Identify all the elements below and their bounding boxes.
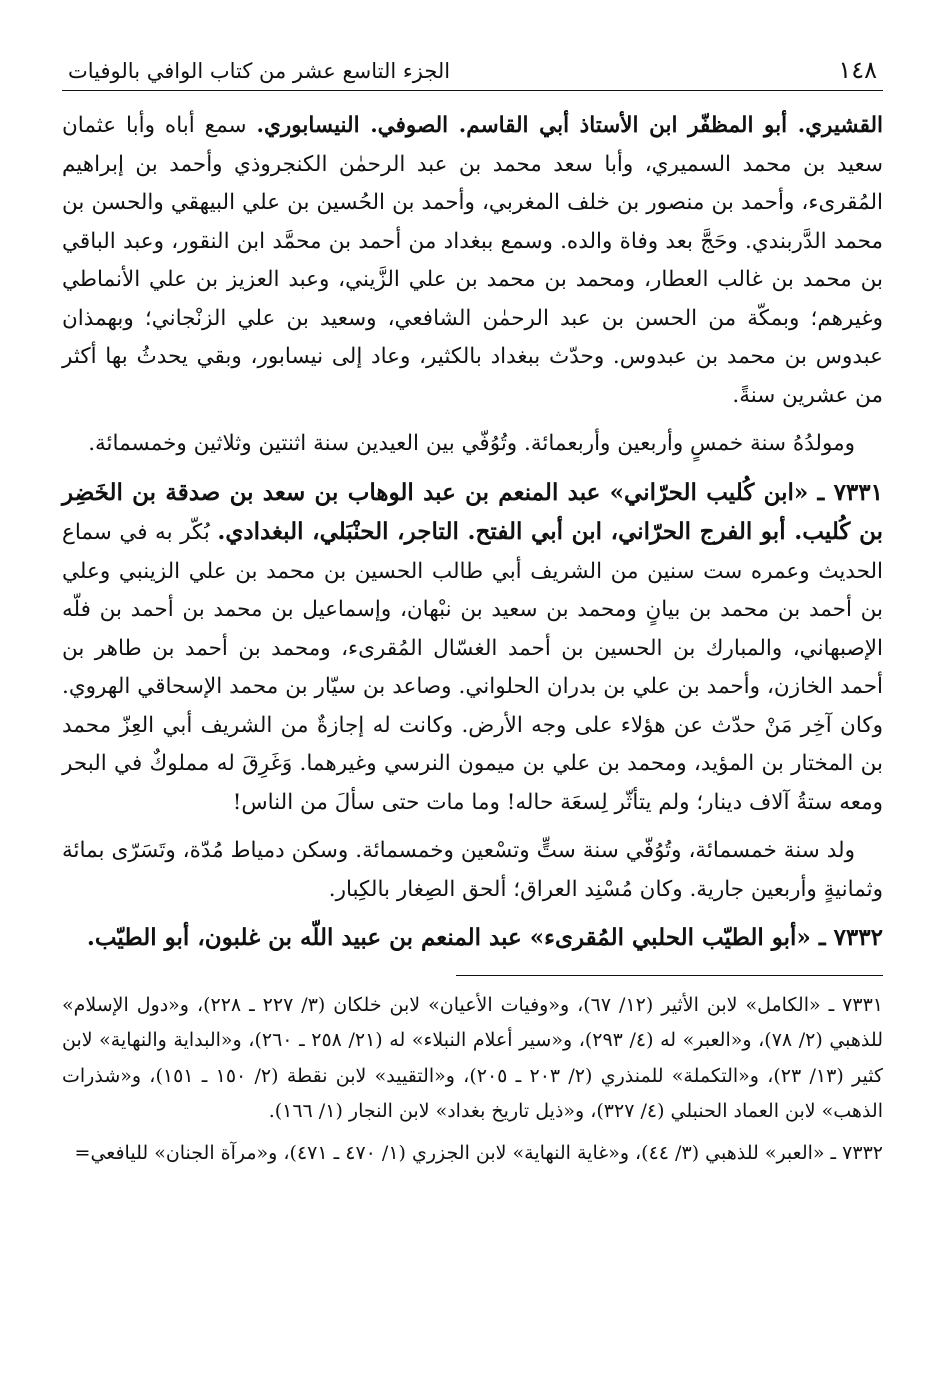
- running-title: الجزء التاسع عشر من كتاب الوافي بالوفيات: [68, 59, 451, 83]
- entry-heading-7331: ٧٣٣١ ـ «ابن كُليب الحرّاني» عبد المنعم بن عبد الوهاب بن سعد بن صدقة بن الخَضِر بن كُليب. أبو الفرج الحرّاني، ابن أبي الفتح. التاجر، الحنْبَلي، البغدادي.: [62, 478, 883, 545]
- footnote-7331: ٧٣٣١ ـ «الكامل» لابن الأثير (١٢/ ٦٧)، و«وفيات الأعيان» لابن خلكان (٣/ ٢٢٧ ـ ٢٢٨)، و«دول الإسلام» للذهبي (٢/ ٧٨)، و«العبر» له (٤/ ٢٩٣)، و«سير أعلام النبلاء» له (٢١/ ٢٥٨ ـ ٢٦٠)، و«البداية والنهاية» لابن كثير (١٣/ ٢٣)، و«التكملة» للمنذري (٢/ ٢٠٣ ـ ٢٠٥)، و«التقييد» لابن نقطة (٢/ ١٥٠ ـ ١٥١)، و«شذرات الذهب» لابن العماد الحنبلي (٤/ ٣٢٧)، و«ذيل تاريخ بغداد» لابن النجار (١/ ١٦٦).: [62, 993, 884, 1122]
- paragraph-birth-death: ومولدُهُ سنة خمسٍ وأربعين وأربعمائة. وتُوُفّي بين العيدين سنة اثنتين وثلاثين وخمسمائة.: [88, 431, 855, 456]
- main-text: [62, 107, 883, 959]
- name-lead: القشيري. أبو المظفّر ابن الأستاذ أبي القاسم. الصوفي. النيسابوري.: [256, 113, 883, 138]
- footnote-7332: ٧٣٣٢ ـ «العبر» للذهبي (٣/ ٤٤)، و«غاية النهاية» لابن الجزري (١/ ٤٧٠ ـ ٤٧١)، و«مرآة الجنان» لليافعي=: [74, 1141, 883, 1164]
- paragraph-biography-continued: [62, 107, 883, 415]
- footnotes: [62, 988, 883, 1172]
- footnote-divider: [456, 975, 883, 976]
- paragraph-birth-death-7331: ولد سنة خمسمائة، وتُوُفّي سنة ستٍّ وتسْعين وخمسمائة. وسكن دمياط مُدّة، وتَسَرّى بمائة وثمانيةٍ وأربعين جارية. وكان مُسْنِد العراق؛ ألحق الصِغار بالكِبار.: [62, 838, 883, 902]
- entry-7331: [62, 474, 883, 823]
- entry-heading-7332: ٧٣٣٢ ـ «أبو الطيّب الحلبي المُقرىء» عبد المنعم بن عبيد اللّه بن غلبون، أبو الطيّب.: [86, 924, 883, 951]
- page-number: ١٤٨: [838, 56, 877, 84]
- paragraph-text: سمع أباه وأبا عثمان سعيد بن محمد السميري، وأبا سعد محمد بن عبد الرحمٰن الكنجروذي وأحمد بن إبراهيم المُقرىء، وأحمد بن منصور بن خلف المغربي، وأحمد بن الحُسين بن علي البيهقي والحسن بن محمد الدَّربندي. وحَجَّ بعد وفاة والده. وسمع ببغداد من أحمد بن محمَّد ابن النقور، وعبد الباقي بن محمد بن غالب العطار، ومحمد بن محمد بن علي الزَّيني، وعبد العزيز بن علي الأنماطي وغيرهم؛ وبمكّة من الحسن بن عبد الرحمٰن الشافعي، وسعيد بن علي الزنْجاني؛ وبهمذان عبدوس بن محمد بن عبدوس. وحدّث ببغداد بالكثير، وعاد إلى نيسابور، وبقي يحدثُ بها أكثر من عشرين سنةً.: [62, 113, 883, 408]
- entry-7332: [62, 919, 883, 959]
- running-head: [62, 56, 883, 91]
- entry-text-7331: بُكّر به في سماع الحديث وعمره ست سنين من الشريف أبي طالب الحسين بن محمد بن علي الزينبي وعلي بن أحمد بن محمد بن بيانٍ ومحمد بن سعيد بن نبْهان، وإسماعيل بن محمد بن أحمد بن فلّه الإصبهاني، والمبارك بن الحسين بن أحمد الغسّال المُقرىء، ومحمد بن أحمد بن طاهر بن أحمد الخازن، وأحمد بن علي بن بدران الحلواني. وصاعد بن سيّار بن محمد الإسحاقي الهروي. وكان آخِر مَنْ حدّث عن هؤلاء على وجه الأرض. وكانت له إجازةٌ من الشريف أبي العِزّ محمد بن المختار بن المؤيد، ومحمد بن علي بن ميمون النرسي وغيرهما. وَغَرِقَ له مملوكٌ في البحر ومعه ستةُ آلاف دينار؛ ولم يتأثّر لِسعَة حاله! وما مات حتى سألَ من الناس!: [62, 520, 883, 815]
